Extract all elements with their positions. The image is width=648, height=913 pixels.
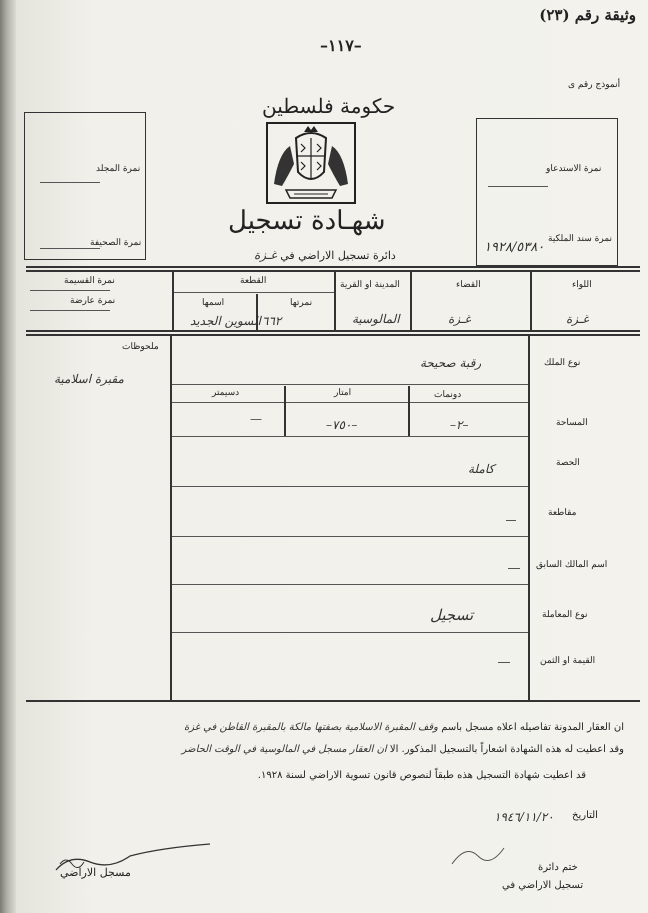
page-label: نمرة الصحيفة bbox=[90, 238, 142, 248]
district-value: غـزة bbox=[566, 312, 589, 326]
parcel-name-header: اسمها bbox=[202, 298, 225, 308]
government-heading: حكومة فلسطين bbox=[262, 94, 396, 118]
department-line bbox=[254, 248, 396, 262]
date-value: ١٩٤٦/١١/٢٠ bbox=[494, 810, 554, 824]
stamp-signature bbox=[448, 840, 508, 870]
parcel-number-value: ٦٦٢ bbox=[262, 314, 282, 328]
certification-line-3: قد اعطيت شهادة التسجيل هذه طبقاً لنصوص قانون تسوية الاراضي لسنة ١٩٢٨. bbox=[257, 770, 586, 781]
area-dunam-header: دونمات bbox=[434, 390, 462, 400]
property-type-value: رقبة صحيحة bbox=[420, 356, 482, 370]
deed-number-label: نمرة سند الملكية bbox=[548, 234, 613, 244]
property-type-label: نوع الملك bbox=[544, 358, 581, 368]
certification-line-2-hand: ان العقار مسجل في المالوسية في الوقت الحاضر bbox=[181, 744, 387, 755]
area-metre-value: –٧٥٠– bbox=[326, 418, 358, 432]
department-city: غـزة bbox=[254, 248, 277, 262]
previous-owner-label: اسم المالك السابق bbox=[536, 560, 608, 570]
coat-of-arms-seal bbox=[266, 122, 356, 204]
stamp-label-2: تسجيل الاراضي في bbox=[502, 880, 584, 891]
price-label: القيمة او الثمن bbox=[540, 656, 596, 666]
certification-line-2 bbox=[182, 744, 624, 755]
page-number: –١١٧– bbox=[320, 36, 362, 55]
subdistrict-header: القضاء bbox=[456, 280, 481, 290]
registrar-label: مسجل الاراضي bbox=[60, 866, 131, 879]
parcel-name-value: السوين الجديد bbox=[190, 314, 261, 328]
certification-line-1-printed: ان العقار المدونة تفاصيله اعلاه مسجل باسم bbox=[441, 722, 624, 733]
certification-line-1-hand: وقف المقبرة الاسلامية بصفتها مالكة بالمقبرة القاطن في bbox=[203, 722, 438, 733]
area-label: المساحة bbox=[556, 418, 588, 428]
date-label: التاريخ bbox=[572, 810, 598, 821]
area-metre-header: امتار bbox=[334, 388, 352, 398]
share-label: الحصة bbox=[556, 458, 580, 468]
town-value: المالوسية bbox=[352, 312, 400, 326]
record-number-label: نمرة الاستدعاو bbox=[546, 164, 602, 174]
crest-icon bbox=[268, 124, 354, 202]
annexes-value: مقبرة اسلامية bbox=[54, 372, 124, 386]
form-number: أنموذج رقم ى bbox=[568, 80, 621, 90]
town-header: المدينة او القرية bbox=[340, 280, 400, 290]
certification-line-2-printed: وقد اعطيت له هذه الشهادة اشعاراً بالتسجيل المذكور. الا bbox=[389, 744, 624, 755]
parcel-header: القطعة bbox=[240, 276, 267, 286]
deed-number-value: ١٩٢٨/٥٣٨٠ bbox=[484, 240, 545, 255]
book-binding-shadow bbox=[0, 0, 16, 913]
district-header: اللواء bbox=[572, 280, 592, 290]
document-reference: وثيقة رقم (٢٣) bbox=[539, 6, 636, 24]
stamp-label-1: ختم دائرة bbox=[538, 862, 578, 873]
area-decimetre-value: — bbox=[250, 412, 262, 426]
certificate-title: شهـادة تسجيل bbox=[228, 206, 386, 236]
annexes-label: ملحوظات bbox=[122, 342, 159, 352]
certification-line-1 bbox=[184, 722, 624, 733]
plot-sub-header: نمرة عارضة bbox=[70, 296, 116, 306]
subdistrict-value: غـزة bbox=[448, 312, 471, 326]
volume-label: نمرة المجلد bbox=[96, 164, 141, 174]
area-decimetre-header: دسيمتر bbox=[212, 388, 240, 398]
certification-line-1-city: غزة bbox=[183, 722, 200, 733]
parcel-number-header: نمرتها bbox=[290, 298, 313, 308]
transaction-type-value: تسجيل bbox=[430, 606, 474, 624]
share-value: كاملة bbox=[468, 462, 495, 476]
area-dunam-value: –٢– bbox=[450, 418, 469, 432]
transaction-type-label: نوع المعاملة bbox=[542, 610, 588, 620]
plot-number-header: نمرة القسيمة bbox=[64, 276, 115, 286]
boundaries-label: مقاطعة bbox=[548, 508, 577, 518]
department-label: دائرة تسجيل الاراضي في bbox=[280, 249, 396, 262]
